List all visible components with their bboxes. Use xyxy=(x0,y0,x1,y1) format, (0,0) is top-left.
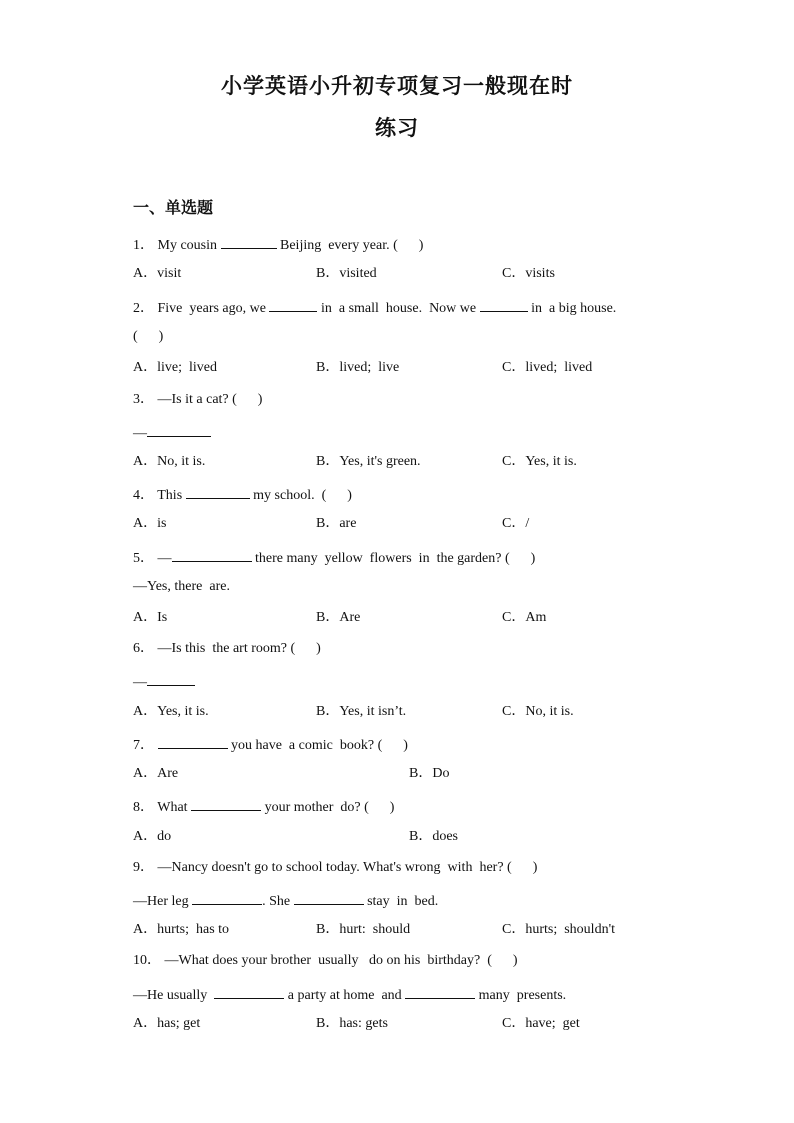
question-10-option-a[interactable]: A．has; get xyxy=(133,1016,201,1031)
answer-blank[interactable] xyxy=(191,796,261,811)
text-segment: —Is this the art room? ( ) xyxy=(157,641,321,656)
text-segment: —Is it a cat? ( ) xyxy=(157,392,263,407)
text-segment: —Her leg xyxy=(133,894,193,909)
text-segment: . She xyxy=(262,894,294,909)
question-1-option-a[interactable]: A．visit xyxy=(133,266,182,281)
question-10-option-b[interactable]: B．has: gets xyxy=(316,1016,388,1031)
answer-blank[interactable] xyxy=(221,234,277,249)
title-line-1: 小学英语小升初专项复习一般现在时 xyxy=(221,73,573,98)
answer-blank[interactable] xyxy=(480,297,528,312)
question-4 xyxy=(133,484,352,505)
answer-blank[interactable] xyxy=(147,422,211,437)
text-segment: 10． xyxy=(133,953,165,968)
text-segment: you have a comic book? ( ) xyxy=(227,738,408,753)
question-6-reply xyxy=(133,671,195,692)
question-8 xyxy=(133,796,394,817)
text-segment: 3． xyxy=(133,392,158,407)
question-1-option-b[interactable]: B．visited xyxy=(316,266,377,281)
text-segment: 6． xyxy=(133,641,158,656)
question-8-option-b[interactable]: B．does xyxy=(409,829,458,844)
text-segment: Five years ago, we xyxy=(157,301,270,316)
question-7-option-b[interactable]: B．Do xyxy=(409,766,450,781)
question-4-option-a[interactable]: A．is xyxy=(133,516,167,531)
text-segment: 8． xyxy=(133,800,158,815)
question-3-reply xyxy=(133,422,211,443)
question-2-option-a[interactable]: A．live; lived xyxy=(133,360,217,375)
question-9-option-b[interactable]: B．hurt: should xyxy=(316,922,411,937)
section-heading: 一、单选题 xyxy=(133,198,214,217)
question-5-option-a[interactable]: A．Is xyxy=(133,610,168,625)
question-6 xyxy=(133,640,321,658)
question-3 xyxy=(133,391,262,409)
title-line-2: 练习 xyxy=(375,115,419,140)
question-2-option-b[interactable]: B．lived; live xyxy=(316,360,400,375)
text-segment: my school. ( ) xyxy=(249,488,352,503)
question-5-reply xyxy=(133,578,230,596)
text-segment: This xyxy=(157,488,186,503)
question-4-option-b[interactable]: B．are xyxy=(316,516,357,531)
answer-blank[interactable] xyxy=(158,734,228,749)
question-9-option-c[interactable]: C．hurts; shouldn't xyxy=(502,922,615,937)
question-10-option-c[interactable]: C．have; get xyxy=(502,1016,580,1031)
answer-blank[interactable] xyxy=(214,984,284,999)
question-3-option-b[interactable]: B．Yes, it's green. xyxy=(316,454,421,469)
question-8-option-a[interactable]: A．do xyxy=(133,829,172,844)
text-segment: there many yellow flowers in the garden? ( ) xyxy=(251,551,536,566)
question-10-reply xyxy=(133,984,566,1005)
text-segment: — xyxy=(157,551,172,566)
text-segment: a party at home and xyxy=(284,988,406,1003)
text-segment: —He usually xyxy=(133,988,215,1003)
question-2-option-c[interactable]: C．lived; lived xyxy=(502,360,593,375)
question-4-option-c[interactable]: C．/ xyxy=(502,516,530,531)
text-segment: —Nancy doesn't go to school today. What's wrong with her? ( ) xyxy=(157,860,538,875)
answer-blank[interactable] xyxy=(147,671,195,686)
question-1 xyxy=(133,234,423,255)
text-segment: What xyxy=(157,800,192,815)
question-2-reply xyxy=(133,328,163,346)
question-5 xyxy=(133,547,535,568)
answer-blank[interactable] xyxy=(172,547,252,562)
text-segment: — xyxy=(133,426,147,441)
text-segment: 1． xyxy=(133,238,158,253)
text-segment: 4． xyxy=(133,488,158,503)
answer-blank[interactable] xyxy=(186,484,250,499)
question-2 xyxy=(133,297,616,318)
question-5-option-b[interactable]: B．Are xyxy=(316,610,361,625)
text-segment: 5． xyxy=(133,551,158,566)
text-segment: in a small house. Now we xyxy=(317,301,480,316)
text-segment: My cousin xyxy=(157,238,221,253)
text-segment: many presents. xyxy=(475,988,567,1003)
question-3-option-c[interactable]: C．Yes, it is. xyxy=(502,454,577,469)
text-segment: —What does your brother usually do on his birthday? ( ) xyxy=(164,953,518,968)
text-segment: in a big house. xyxy=(527,301,617,316)
text-segment: ( ) xyxy=(133,329,164,344)
text-segment: your mother do? ( ) xyxy=(261,800,395,815)
question-1-option-c[interactable]: C．visits xyxy=(502,266,555,281)
answer-blank[interactable] xyxy=(269,297,317,312)
answer-blank[interactable] xyxy=(192,890,262,905)
question-9-reply xyxy=(133,890,438,911)
question-5-option-c[interactable]: C．Am xyxy=(502,610,547,625)
text-segment: stay in bed. xyxy=(363,894,439,909)
text-segment: — xyxy=(133,675,147,690)
text-segment: —Yes, there are. xyxy=(133,579,230,594)
question-7 xyxy=(133,734,408,755)
text-segment: Beijing every year. ( ) xyxy=(276,238,424,253)
question-3-option-a[interactable]: A．No, it is. xyxy=(133,454,206,469)
question-6-option-a[interactable]: A．Yes, it is. xyxy=(133,704,209,719)
question-6-option-b[interactable]: B．Yes, it isn’t. xyxy=(316,704,407,719)
answer-blank[interactable] xyxy=(405,984,475,999)
question-10 xyxy=(133,952,518,970)
text-segment: 7． xyxy=(133,738,158,753)
question-7-option-a[interactable]: A．Are xyxy=(133,766,179,781)
answer-blank[interactable] xyxy=(294,890,364,905)
text-segment: 9． xyxy=(133,860,158,875)
question-6-option-c[interactable]: C．No, it is. xyxy=(502,704,574,719)
question-9 xyxy=(133,859,537,877)
text-segment: 2． xyxy=(133,301,158,316)
question-9-option-a[interactable]: A．hurts; has to xyxy=(133,922,230,937)
